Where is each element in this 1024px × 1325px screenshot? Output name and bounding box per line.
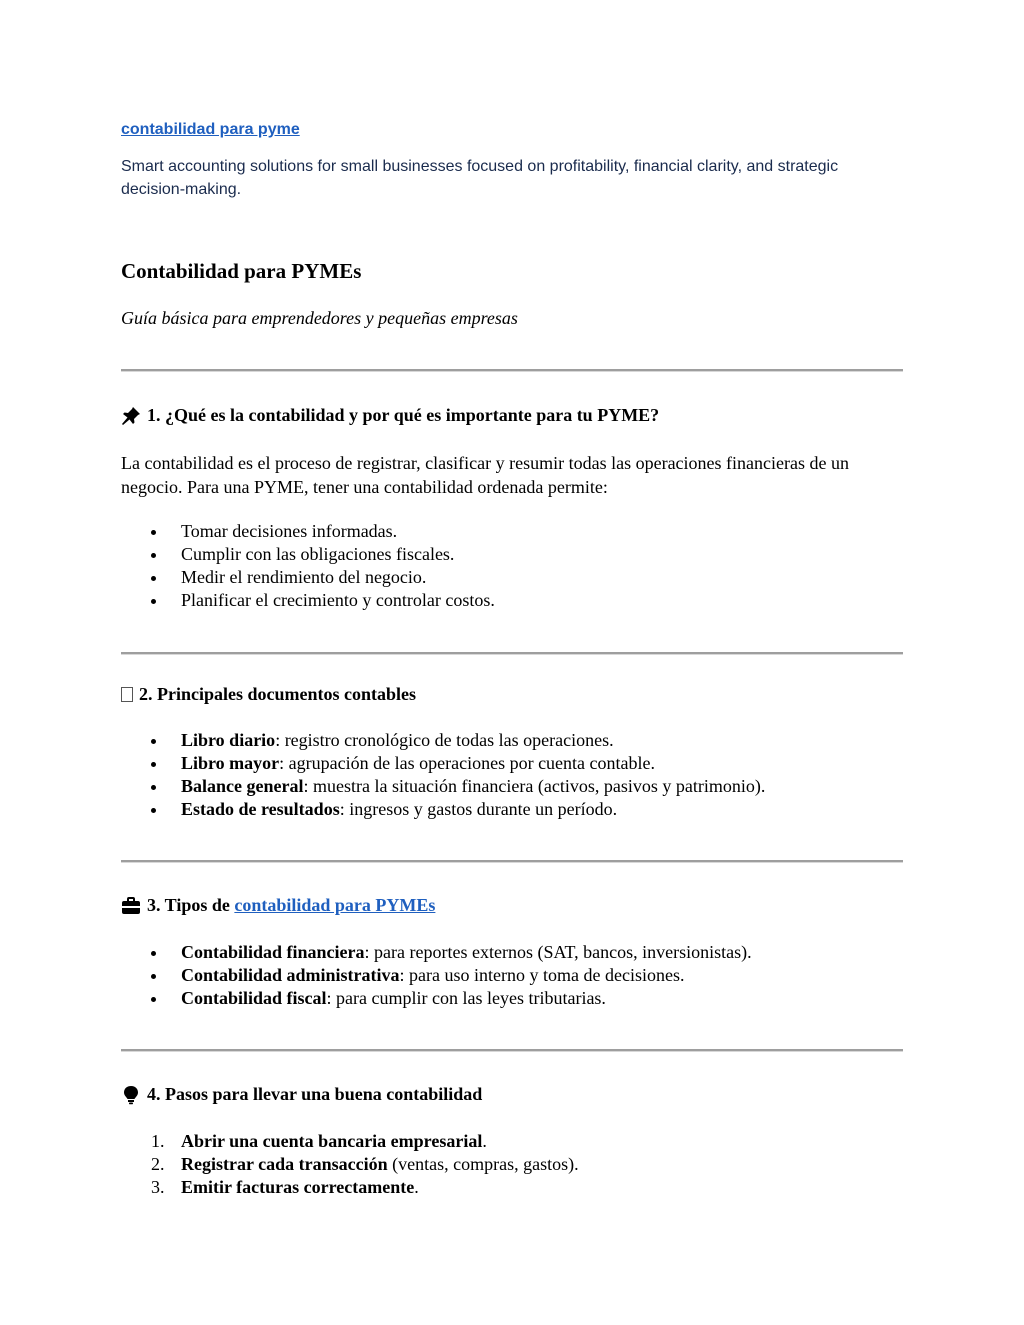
list-item-term: Abrir una cuenta bancaria empresarial xyxy=(181,1131,483,1151)
list-item xyxy=(121,752,765,775)
list-item-term: Contabilidad financiera xyxy=(181,942,365,962)
divider xyxy=(121,860,903,863)
list-item xyxy=(121,964,752,987)
list-item: Medir el rendimiento del negocio. xyxy=(121,566,495,589)
list-item-desc: . xyxy=(482,1131,487,1151)
missing-glyph-icon xyxy=(121,687,133,702)
section-3-list xyxy=(121,941,752,1010)
pushpin-icon xyxy=(121,406,141,426)
lightbulb-icon xyxy=(121,1085,141,1105)
section-1-list xyxy=(121,520,495,612)
section-3-heading-prefix: 3. Tipos de xyxy=(147,895,235,915)
list-item-term: Registrar cada transacción xyxy=(181,1154,388,1174)
list-item-desc: : para reportes externos (SAT, bancos, inversionistas). xyxy=(364,942,752,962)
list-item-desc: (ventas, compras, gastos). xyxy=(387,1154,579,1174)
section-1-paragraph: La contabilidad es el proceso de registrar, clasificar y resumir todas las operaciones financieras de un negocio. Para una PYME, tener una contabilidad ordenada permite: xyxy=(121,453,849,497)
section-2-heading xyxy=(121,684,416,705)
list-item-number: 2. xyxy=(151,1154,165,1174)
section-1-heading xyxy=(121,405,659,426)
document-subtitle: Guía básica para emprendedores y pequeñas empresas xyxy=(121,308,518,328)
top-link[interactable]: contabilidad para pyme xyxy=(121,121,300,138)
list-item-term: Estado de resultados xyxy=(181,799,340,819)
divider xyxy=(121,652,903,655)
divider xyxy=(121,369,903,372)
list-item xyxy=(121,798,765,821)
list-item-desc: : registro cronológico de todas las operaciones. xyxy=(275,730,614,750)
list-item xyxy=(121,1176,579,1199)
list-item-desc: : para cumplir con las leyes tributarias. xyxy=(326,988,606,1008)
list-item-term: Emitir facturas correctamente xyxy=(181,1177,415,1197)
list-item: Tomar decisiones informadas. xyxy=(121,520,495,543)
section-3-heading-link[interactable]: contabilidad para PYMEs xyxy=(234,895,436,915)
briefcase-icon xyxy=(121,896,141,916)
list-item: Cumplir con las obligaciones fiscales. xyxy=(121,543,495,566)
list-item-term: Libro mayor xyxy=(181,753,280,773)
section-1-heading-text: 1. ¿Qué es la contabilidad y por qué es importante para tu PYME? xyxy=(147,405,660,425)
list-item-desc: : para uso interno y toma de decisiones. xyxy=(399,965,685,985)
list-item-desc: . xyxy=(414,1177,419,1197)
list-item xyxy=(121,1130,579,1153)
list-item xyxy=(121,729,765,752)
list-item xyxy=(121,987,752,1010)
list-item-number: 3. xyxy=(151,1177,165,1197)
list-item-term: Contabilidad administrativa xyxy=(181,965,400,985)
list-item xyxy=(121,941,752,964)
list-item-desc: : agrupación de las operaciones por cuenta contable. xyxy=(279,753,656,773)
list-item-number: 1. xyxy=(151,1131,165,1151)
list-item: Planificar el crecimiento y controlar costos. xyxy=(121,589,495,612)
list-item-desc: : muestra la situación financiera (activos, pasivos y patrimonio). xyxy=(303,776,766,796)
list-item xyxy=(121,1153,579,1176)
list-item-term: Libro diario xyxy=(181,730,276,750)
section-4-list xyxy=(121,1130,579,1199)
list-item-desc: : ingresos y gastos durante un período. xyxy=(339,799,618,819)
section-4-heading-text: 4. Pasos para llevar una buena contabilidad xyxy=(147,1084,483,1104)
list-item xyxy=(121,775,765,798)
divider xyxy=(121,1049,903,1052)
section-2-heading-text: 2. Principales documentos contables xyxy=(139,684,416,704)
section-2-list xyxy=(121,729,765,821)
list-item-term: Contabilidad fiscal xyxy=(181,988,327,1008)
tagline: Smart accounting solutions for small businesses focused on profitability, financial clarity, and strategic decision-making. xyxy=(121,158,839,198)
list-item-term: Balance general xyxy=(181,776,304,796)
section-4-heading xyxy=(121,1084,482,1105)
document-title: Contabilidad para PYMEs xyxy=(121,259,362,283)
section-3-heading xyxy=(121,895,435,916)
